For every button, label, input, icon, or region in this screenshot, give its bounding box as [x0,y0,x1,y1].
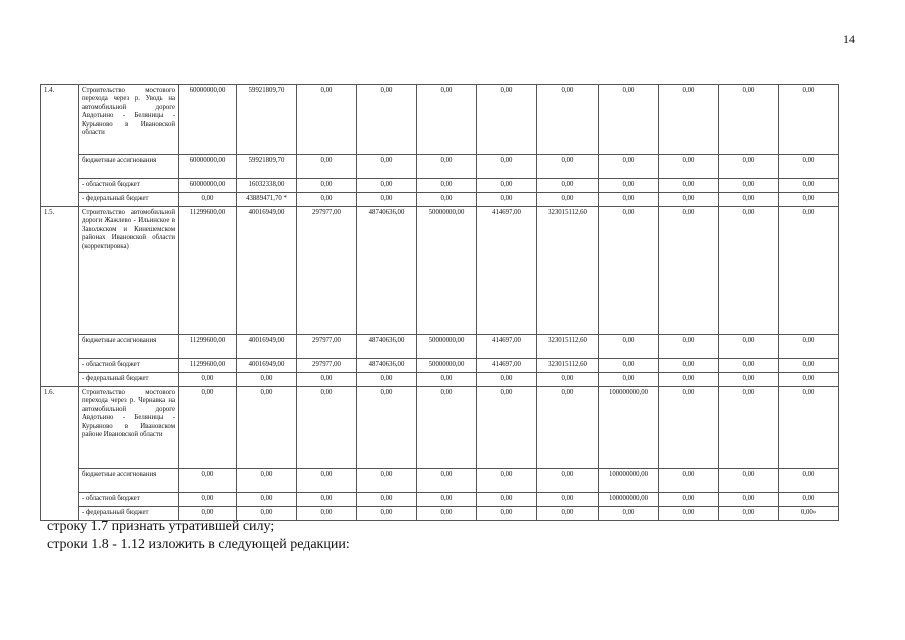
group-main-row [41,387,839,469]
value-cell: 0,00 [719,193,779,207]
value-cell: 60000000,00 [179,85,237,155]
funding-source-label: - федеральный бюджет [79,373,179,387]
value-cell: 0,00 [659,373,719,387]
value-cell: 0,00 [179,507,237,521]
value-cell: 60000000,00 [179,179,237,193]
table-row [41,179,839,193]
value-cell: 0,00 [779,373,839,387]
value-cell: 0,00 [659,335,719,359]
value-cell: 50000000,00 [417,359,477,373]
value-cell: 0,00 [537,373,599,387]
funding-source-label: - областной бюджет [79,493,179,507]
value-cell: 0,00 [659,387,719,469]
value-cell: 11299600,00 [179,335,237,359]
value-cell: 16032338,00 [237,179,297,193]
value-cell: 0,00 [357,85,417,155]
value-cell: 0,00 [719,387,779,469]
value-cell: 414697,00 [477,207,537,335]
value-cell: 0,00 [417,373,477,387]
value-cell: 0,00 [477,507,537,521]
value-cell: 0,00 [719,207,779,335]
value-cell: 0,00 [297,493,357,507]
value-cell: 0,00 [179,493,237,507]
value-cell: 40016949,00 [237,335,297,359]
value-cell: 0,00 [237,469,297,493]
value-cell: 0,00 [719,493,779,507]
value-cell: 0,00 [599,193,659,207]
value-cell: 0,00 [417,85,477,155]
funding-source-label: бюджетные ассигнования [79,335,179,359]
value-cell: 0,00 [659,469,719,493]
value-cell: 414697,00 [477,335,537,359]
value-cell: 0,00 [599,85,659,155]
value-cell: 0,00 [179,469,237,493]
value-cell: 0,00 [599,373,659,387]
value-cell: 0,00 [179,373,237,387]
value-cell: 0,00 [417,387,477,469]
value-cell: 0,00 [537,155,599,179]
value-cell: 0,00 [779,335,839,359]
value-cell: 297977,00 [297,359,357,373]
value-cell: 0,00 [357,373,417,387]
value-cell: 0,00 [297,193,357,207]
value-cell: 323015112,60 [537,359,599,373]
value-cell: 297977,00 [297,207,357,335]
value-cell: 0,00 [537,469,599,493]
row-number: 1.6. [41,387,79,521]
value-cell: 323015112,60 [537,207,599,335]
table-row [41,193,839,207]
value-cell: 0,00 [537,179,599,193]
table-row [41,493,839,507]
value-cell: 0,00 [477,387,537,469]
value-cell: 43889471,70 * [237,193,297,207]
value-cell: 0,00 [417,155,477,179]
table-row [41,373,839,387]
value-cell: 0,00 [477,469,537,493]
value-cell: 0,00 [357,493,417,507]
value-cell: 0,00 [537,193,599,207]
value-cell: 40016949,00 [237,207,297,335]
value-cell: 59921809,70 [237,155,297,179]
value-cell: 0,00 [477,193,537,207]
value-cell: 0,00 [477,373,537,387]
value-cell: 0,00 [417,507,477,521]
value-cell: 0,00 [779,179,839,193]
value-cell: 0,00 [297,469,357,493]
value-cell: 0,00 [297,373,357,387]
value-cell: 0,00 [779,207,839,335]
funding-source-label: - федеральный бюджет [79,193,179,207]
value-cell: 0,00 [417,193,477,207]
value-cell: 100000000,00 [599,493,659,507]
value-cell: 0,00 [297,85,357,155]
value-cell: 0,00 [599,335,659,359]
value-cell: 0,00 [357,179,417,193]
value-cell: 0,00 [537,85,599,155]
page-number: 14 [843,32,855,46]
value-cell: 100000000,00 [599,387,659,469]
value-cell: 0,00 [659,85,719,155]
table-row [41,469,839,493]
value-cell: 0,00 [357,155,417,179]
value-cell: 0,00 [719,469,779,493]
value-cell: 0,00 [599,155,659,179]
value-cell: 0,00 [417,179,477,193]
value-cell: 0,00 [659,507,719,521]
value-cell: 0,00 [659,179,719,193]
value-cell: 11299600,00 [179,359,237,373]
footer-line-2: строки 1.8 - 1.12 изложить в следующей редакции: [47,537,350,552]
row-number: 1.4. [41,85,79,207]
value-cell: 48740636,00 [357,207,417,335]
value-cell: 0,00 [477,85,537,155]
value-cell: 0,00 [297,155,357,179]
value-cell: 0,00 [719,335,779,359]
value-cell: 0,00 [659,155,719,179]
value-cell: 0,00 [537,387,599,469]
project-description: Строительство автомобильной дороги Жажлево - Ильинское в Заволжском и Кинешемском районах Ивановской области (корректировка) [79,207,179,335]
table-row [41,155,839,179]
funding-source-label: - областной бюджет [79,359,179,373]
value-cell: 0,00 [719,507,779,521]
value-cell: 0,00 [779,469,839,493]
value-cell: 0,00 [719,373,779,387]
value-cell: 0,00 [779,193,839,207]
value-cell: 0,00 [659,193,719,207]
project-description: Строительство мостового перехода через р. Чернавка на автомобильной дороге Авдотьино - Беляницы - Курьяново в Ивановском районе Ивановской области [79,387,179,469]
value-cell: 323015112,60 [537,335,599,359]
value-cell: 0,00 [779,359,839,373]
footer-line-1: строку 1.7 признать утратившей силу; [47,519,275,534]
row-number: 1.5. [41,207,79,387]
group-main-row [41,85,839,155]
value-cell: 0,00 [357,387,417,469]
table-row [41,335,839,359]
funding-source-label: - федеральный бюджет [79,507,179,521]
budget-table [40,84,839,521]
value-cell: 0,00 [599,179,659,193]
value-cell: 40016949,00 [237,359,297,373]
value-cell: 0,00 [297,507,357,521]
value-cell: 0,00 [297,179,357,193]
value-cell: 297977,00 [297,335,357,359]
value-cell: 0,00 [357,193,417,207]
funding-source-label: - областной бюджет [79,179,179,193]
value-cell: 50000000,00 [417,207,477,335]
value-cell: 50000000,00 [417,335,477,359]
value-cell: 0,00 [179,193,237,207]
value-cell: 0,00 [357,469,417,493]
value-cell: 0,00 [719,359,779,373]
value-cell: 0,00 [297,387,357,469]
value-cell: 0,00 [779,387,839,469]
value-cell: 0,00 [237,493,297,507]
value-cell: 0,00 [237,387,297,469]
value-cell: 0,00 [179,387,237,469]
project-description: Строительство мостового перехода через р. Уводь на автомобильной дороге Авдотьино - Беляницы - Курьяново в Ивановской области [79,85,179,155]
funding-source-label: бюджетные ассигнования [79,469,179,493]
value-cell: 48740636,00 [357,359,417,373]
value-cell: 0,00 [599,207,659,335]
value-cell: 0,00 [537,493,599,507]
value-cell: 48740636,00 [357,335,417,359]
value-cell: 11299600,00 [179,207,237,335]
value-cell: 0,00 [659,359,719,373]
value-cell: 0,00 [659,207,719,335]
value-cell: 0,00 [477,155,537,179]
value-cell: 0,00 [417,469,477,493]
value-cell: 414697,00 [477,359,537,373]
value-cell: 60000000,00 [179,155,237,179]
value-cell: 0,00 [417,493,477,507]
group-main-row [41,207,839,335]
value-cell: 0,00 [659,493,719,507]
value-cell: 0,00» [779,507,839,521]
value-cell: 0,00 [477,179,537,193]
value-cell: 59921809,70 [237,85,297,155]
value-cell: 0,00 [719,179,779,193]
value-cell: 0,00 [599,507,659,521]
value-cell: 0,00 [779,155,839,179]
value-cell: 0,00 [537,507,599,521]
value-cell: 100000000,00 [599,469,659,493]
table-row [41,359,839,373]
value-cell: 0,00 [719,85,779,155]
value-cell: 0,00 [477,493,537,507]
value-cell: 0,00 [237,373,297,387]
value-cell: 0,00 [779,85,839,155]
funding-source-label: бюджетные ассигнования [79,155,179,179]
budget-table-body [41,85,839,521]
value-cell: 0,00 [719,155,779,179]
value-cell: 0,00 [237,507,297,521]
value-cell: 0,00 [779,493,839,507]
value-cell: 0,00 [599,359,659,373]
value-cell: 0,00 [357,507,417,521]
